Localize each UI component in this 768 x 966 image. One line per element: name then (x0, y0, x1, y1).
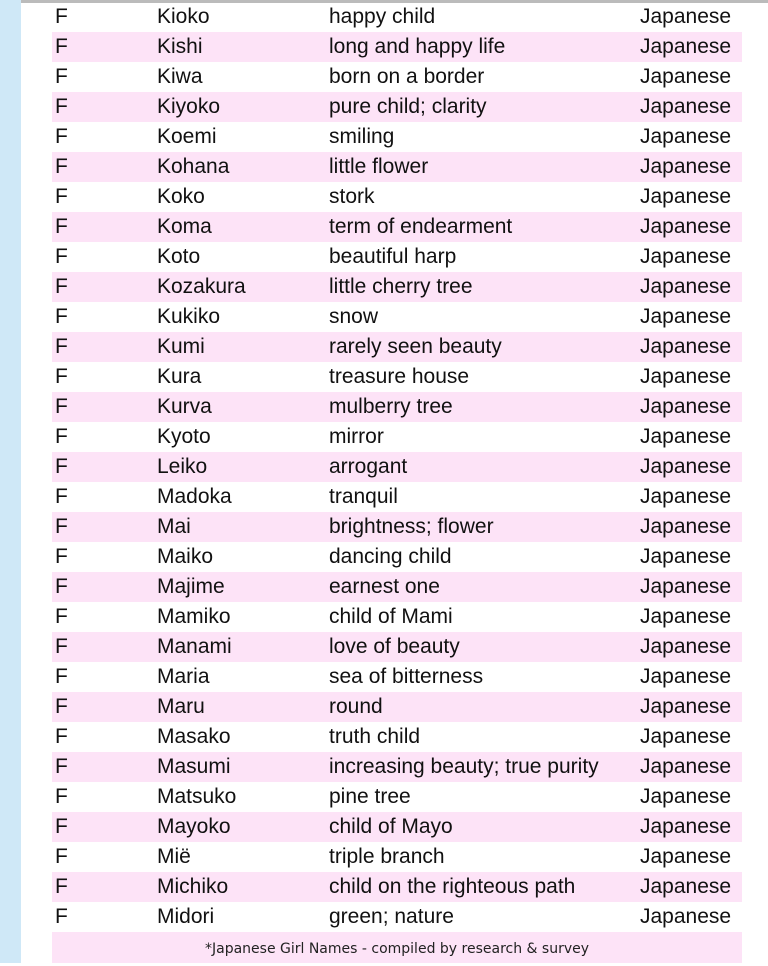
gender-cell: F (55, 575, 68, 598)
gender-cell: F (55, 455, 68, 478)
origin-cell: Japanese (640, 305, 732, 328)
origin-cell: Japanese (640, 95, 732, 118)
table-row (52, 902, 742, 932)
name-cell: Matsuko (157, 785, 237, 808)
gender-cell: F (55, 125, 68, 148)
table-row (52, 272, 742, 302)
meaning-cell: mirror (329, 425, 384, 448)
name-cell: Michiko (157, 875, 229, 898)
origin-cell: Japanese (640, 815, 732, 838)
gender-cell: F (55, 365, 68, 388)
table-row (52, 602, 742, 632)
origin-cell: Japanese (640, 35, 732, 58)
meaning-cell: stork (329, 185, 375, 208)
gender-cell: F (55, 755, 68, 778)
meaning-cell: beautiful harp (329, 245, 457, 268)
name-cell: Masumi (157, 755, 231, 778)
table-row (52, 212, 742, 242)
origin-cell: Japanese (640, 395, 732, 418)
meaning-cell: round (329, 695, 383, 718)
gender-cell: F (55, 245, 68, 268)
origin-cell: Japanese (640, 905, 732, 928)
meaning-cell: happy child (329, 5, 436, 28)
meaning-cell: pine tree (329, 785, 411, 808)
table-row (52, 872, 742, 902)
meaning-cell: sea of bitterness (329, 665, 484, 688)
name-cell: Kiwa (157, 65, 203, 88)
meaning-cell: brightness; flower (329, 515, 494, 538)
meaning-cell: rarely seen beauty (329, 335, 502, 358)
meaning-cell: little flower (329, 155, 429, 178)
table-row (52, 152, 742, 182)
meaning-cell: child on the righteous path (329, 875, 576, 898)
meaning-cell: little cherry tree (329, 275, 473, 298)
meaning-cell: triple branch (329, 845, 445, 868)
origin-cell: Japanese (640, 65, 732, 88)
name-cell: Manami (157, 635, 232, 658)
origin-cell: Japanese (640, 5, 732, 28)
name-cell: Kiyoko (157, 95, 221, 118)
name-cell: Kioko (157, 5, 210, 28)
name-cell: Koko (157, 185, 205, 208)
origin-cell: Japanese (640, 665, 732, 688)
gender-cell: F (55, 875, 68, 898)
meaning-cell: treasure house (329, 365, 470, 388)
name-cell: Kozakura (157, 275, 246, 298)
gender-cell: F (55, 35, 68, 58)
table-row (52, 92, 742, 122)
gender-cell: F (55, 905, 68, 928)
gender-cell: F (55, 425, 68, 448)
origin-cell: Japanese (640, 845, 732, 868)
gender-cell: F (55, 635, 68, 658)
meaning-cell: smiling (329, 125, 395, 148)
name-cell: Mamiko (157, 605, 231, 628)
origin-cell: Japanese (640, 875, 732, 898)
gender-cell: F (55, 275, 68, 298)
table-row (52, 512, 742, 542)
table-row (52, 542, 742, 572)
table-row (52, 422, 742, 452)
origin-cell: Japanese (640, 365, 732, 388)
table-row (52, 182, 742, 212)
origin-cell: Japanese (640, 335, 732, 358)
gender-cell: F (55, 395, 68, 418)
gender-cell: F (55, 515, 68, 538)
gender-cell: F (55, 605, 68, 628)
origin-cell: Japanese (640, 725, 732, 748)
table-row (52, 752, 742, 782)
name-cell: Maiko (157, 545, 214, 568)
name-cell: Mayoko (157, 815, 231, 838)
name-cell: Kumi (157, 335, 205, 358)
meaning-cell: child of Mami (329, 605, 453, 628)
gender-cell: F (55, 5, 68, 28)
table-row (52, 812, 742, 842)
gender-cell: F (55, 545, 68, 568)
meaning-cell: love of beauty (329, 635, 460, 658)
name-cell: Kyoto (157, 425, 211, 448)
origin-cell: Japanese (640, 485, 732, 508)
meaning-cell: arrogant (329, 455, 408, 478)
origin-cell: Japanese (640, 215, 732, 238)
gender-cell: F (55, 725, 68, 748)
name-cell: Koto (157, 245, 201, 268)
meaning-cell: pure child; clarity (329, 95, 487, 118)
gender-cell: F (55, 815, 68, 838)
table-row (52, 782, 742, 812)
gender-cell: F (55, 155, 68, 178)
table-row (52, 722, 742, 752)
meaning-cell: dancing child (329, 545, 452, 568)
table-row (52, 2, 742, 32)
origin-cell: Japanese (640, 575, 732, 598)
footer-note: *Japanese Girl Names - compiled by research & survey (52, 932, 742, 963)
name-cell: Masako (157, 725, 231, 748)
meaning-cell: green; nature (329, 905, 454, 928)
name-cell: Leiko (157, 455, 208, 478)
gender-cell: F (55, 785, 68, 808)
origin-cell: Japanese (640, 695, 732, 718)
name-cell: Miё (157, 845, 191, 868)
meaning-cell: child of Mayo (329, 815, 453, 838)
table-row (52, 842, 742, 872)
origin-cell: Japanese (640, 125, 732, 148)
name-cell: Maria (157, 665, 210, 688)
gender-cell: F (55, 335, 68, 358)
gender-cell: F (55, 185, 68, 208)
name-cell: Mai (157, 515, 191, 538)
meaning-cell: born on a border (329, 65, 485, 88)
meaning-cell: mulberry tree (329, 395, 453, 418)
origin-cell: Japanese (640, 425, 732, 448)
names-table (52, 2, 742, 932)
table-row (52, 572, 742, 602)
meaning-cell: earnest one (329, 575, 440, 598)
meaning-cell: increasing beauty; true purity (329, 755, 599, 778)
origin-cell: Japanese (640, 155, 732, 178)
table-row (52, 32, 742, 62)
gender-cell: F (55, 845, 68, 868)
side-strip (0, 0, 21, 963)
table-row (52, 362, 742, 392)
name-cell: Midori (157, 905, 215, 928)
origin-cell: Japanese (640, 545, 732, 568)
name-cell: Kukiko (157, 305, 221, 328)
gender-cell: F (55, 305, 68, 328)
table-row (52, 302, 742, 332)
meaning-cell: snow (329, 305, 379, 328)
table-row (52, 332, 742, 362)
name-cell: Majime (157, 575, 225, 598)
origin-cell: Japanese (640, 755, 732, 778)
origin-cell: Japanese (640, 245, 732, 268)
table-row (52, 392, 742, 422)
table-row (52, 62, 742, 92)
meaning-cell: long and happy life (329, 35, 506, 58)
table-row (52, 662, 742, 692)
name-cell: Kishi (157, 35, 203, 58)
origin-cell: Japanese (640, 635, 732, 658)
name-cell: Kura (157, 365, 202, 388)
table-row (52, 452, 742, 482)
origin-cell: Japanese (640, 605, 732, 628)
name-cell: Madoka (157, 485, 232, 508)
gender-cell: F (55, 695, 68, 718)
table-row (52, 242, 742, 272)
table-row (52, 482, 742, 512)
gender-cell: F (55, 95, 68, 118)
gender-cell: F (55, 65, 68, 88)
table-row (52, 632, 742, 662)
gender-cell: F (55, 485, 68, 508)
origin-cell: Japanese (640, 515, 732, 538)
origin-cell: Japanese (640, 785, 732, 808)
meaning-cell: tranquil (329, 485, 398, 508)
name-cell: Koma (157, 215, 212, 238)
origin-cell: Japanese (640, 185, 732, 208)
gender-cell: F (55, 215, 68, 238)
table-row (52, 122, 742, 152)
meaning-cell: term of endearment (329, 215, 513, 238)
gender-cell: F (55, 665, 68, 688)
name-cell: Kurva (157, 395, 212, 418)
origin-cell: Japanese (640, 455, 732, 478)
origin-cell: Japanese (640, 275, 732, 298)
name-cell: Koemi (157, 125, 217, 148)
meaning-cell: truth child (329, 725, 421, 748)
name-cell: Maru (157, 695, 205, 718)
name-cell: Kohana (157, 155, 230, 178)
table-row (52, 692, 742, 722)
